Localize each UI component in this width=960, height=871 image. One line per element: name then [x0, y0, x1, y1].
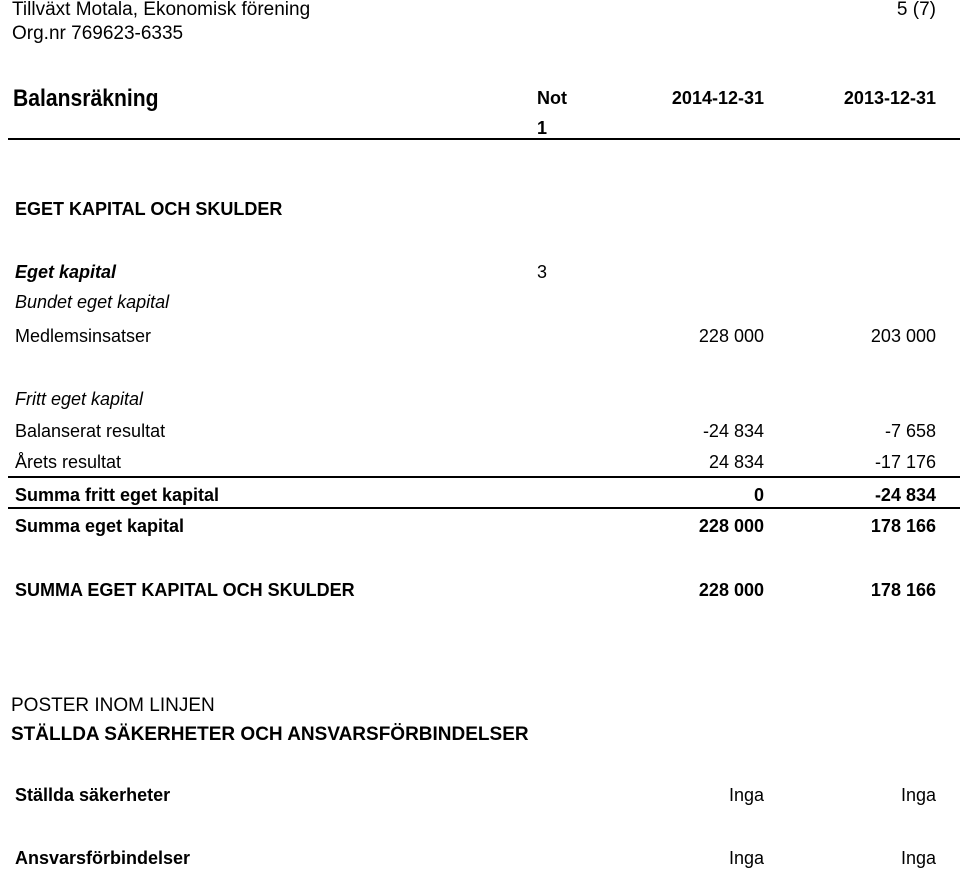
summa-total-label: SUMMA EGET KAPITAL OCH SKULDER	[15, 580, 355, 600]
arets-resultat-2013: -17 176	[874, 452, 936, 472]
ansvarsforbindelser-2013: Inga	[900, 848, 936, 868]
subtotal-divider-bottom	[8, 507, 960, 509]
summa-eget-2014: 228 000	[698, 516, 764, 536]
eget-kapital-note: 3	[537, 262, 548, 282]
balance-sheet-title: Balansräkning	[13, 85, 159, 112]
ansvarsforbindelser-2014: Inga	[728, 848, 764, 868]
summa-fritt-label: Summa fritt eget kapital	[15, 485, 220, 505]
org-name: Tillväxt Motala, Ekonomisk förening	[12, 0, 311, 20]
balanserat-resultat-label: Balanserat resultat	[15, 421, 166, 441]
summa-eget-2013: 178 166	[870, 516, 936, 536]
stallda-sakerheter-2014: Inga	[728, 785, 764, 805]
arets-resultat-label: Årets resultat	[15, 452, 122, 472]
balanserat-resultat-2014: -24 834	[702, 421, 764, 441]
eget-kapital-label: Eget kapital	[15, 262, 117, 282]
section-title: EGET KAPITAL OCH SKULDER	[15, 199, 283, 219]
column-header-not-sub: 1	[537, 118, 548, 138]
column-header-2014: 2014-12-31	[671, 88, 764, 108]
summa-fritt-2013: -24 834	[874, 485, 936, 505]
ansvarsforbindelser-label: Ansvarsförbindelser	[15, 848, 191, 868]
fritt-eget-kapital-label: Fritt eget kapital	[15, 389, 144, 409]
header-divider	[8, 138, 960, 140]
poster-title: POSTER INOM LINJEN	[11, 695, 215, 716]
org-number: Org.nr 769623-6335	[12, 23, 184, 44]
poster-subtitle: STÄLLDA SÄKERHETER OCH ANSVARSFÖRBINDELSER	[11, 724, 529, 745]
summa-total-2013: 178 166	[870, 580, 936, 600]
page-number: 5 (7)	[896, 0, 936, 20]
medlemsinsatser-2013: 203 000	[870, 326, 936, 346]
subtotal-divider-top	[8, 476, 960, 478]
arets-resultat-2014: 24 834	[708, 452, 764, 472]
column-header-not: Not	[537, 88, 567, 108]
medlemsinsatser-2014: 228 000	[698, 326, 764, 346]
balanserat-resultat-2013: -7 658	[884, 421, 936, 441]
column-header-2013: 2013-12-31	[843, 88, 936, 108]
summa-total-2014: 228 000	[698, 580, 764, 600]
stallda-sakerheter-label: Ställda säkerheter	[15, 785, 171, 805]
summa-eget-label: Summa eget kapital	[15, 516, 185, 536]
bundet-eget-kapital-label: Bundet eget kapital	[15, 292, 170, 312]
stallda-sakerheter-2013: Inga	[900, 785, 936, 805]
summa-fritt-2014: 0	[753, 485, 764, 505]
medlemsinsatser-label: Medlemsinsatser	[15, 326, 152, 346]
